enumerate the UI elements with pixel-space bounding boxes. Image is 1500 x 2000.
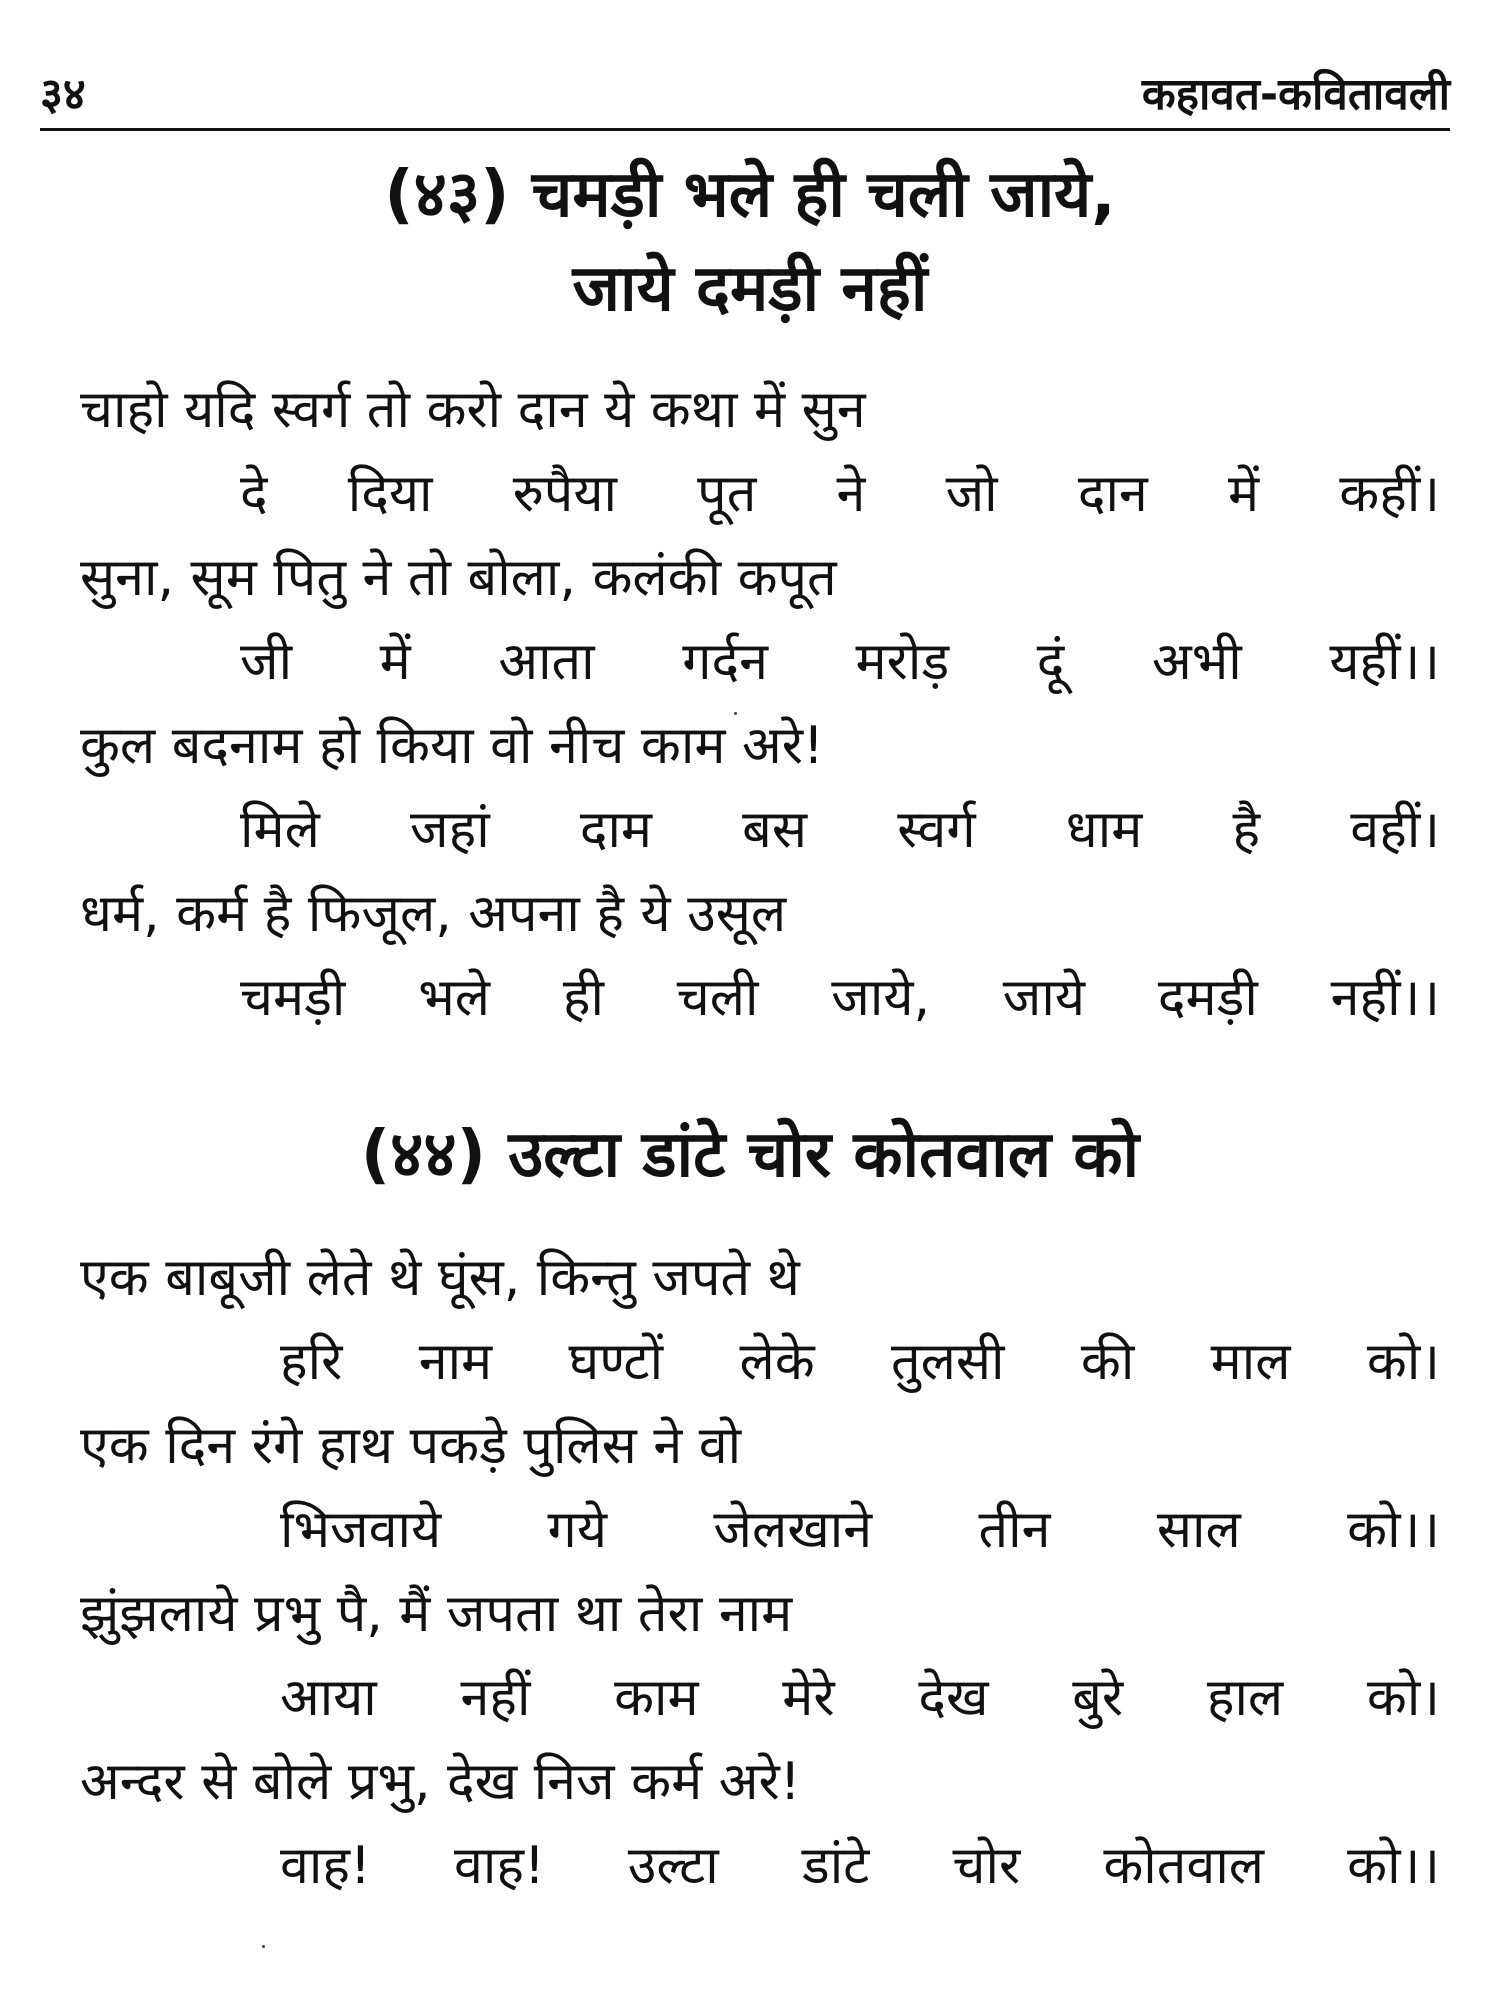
- verse-44: [80, 1236, 1440, 1908]
- heading-line: जाये दमड़ी नहीं: [572, 252, 928, 326]
- verse-line: धर्म, कर्म है फिजूल, अपना है ये उसूल: [80, 884, 787, 944]
- verse-line: कुल बदनाम हो किया वो नीच काम अरे!: [80, 716, 824, 776]
- verse-line: एक बाबूजी लेते थे घूंस, किन्तु जपते थे: [80, 1248, 800, 1308]
- verse-line: चाहो यदि स्वर्ग तो करो दान ये कथा में सुन: [80, 380, 866, 440]
- header-rule: [40, 128, 1450, 131]
- verse-line: मिले जहां दाम बस स्वर्ग धाम है वहीं।: [240, 800, 1440, 860]
- page-header: [40, 60, 1450, 130]
- verse-line: एक दिन रंगे हाथ पकड़े पुलिस ने वो: [80, 1416, 742, 1476]
- section-heading-43: [60, 148, 1440, 336]
- verse-line: चमड़ी भले ही चली जाये, जाये दमड़ी नहीं।।: [240, 968, 1440, 1028]
- section-heading-44: [60, 1108, 1440, 1202]
- page-number: ३४: [40, 69, 86, 120]
- print-speck: [262, 1945, 265, 1948]
- verse-line: भिजवाये गये जेलखाने तीन साल को।।: [280, 1500, 1440, 1560]
- heading-line: (४४) उल्टा डांटे चोर कोतवाल को: [360, 1118, 1140, 1192]
- verse-line: आया नहीं काम मेरे देख बुरे हाल को।: [280, 1668, 1440, 1728]
- verse-line: हरि नाम घण्टों लेके तुलसी की माल को।: [280, 1332, 1440, 1392]
- running-title: कहावत-कवितावली: [1141, 69, 1450, 120]
- heading-line: (४३) चमड़ी भले ही चली जाये,: [384, 158, 1116, 232]
- verse-line: सुना, सूम पितु ने तो बोला, कलंकी कपूत: [80, 548, 837, 608]
- verse-line: वाह! वाह! उल्टा डांटे चोर कोतवाल को।।: [280, 1836, 1440, 1896]
- print-speck: [734, 712, 737, 715]
- verse-43: [80, 368, 1440, 1040]
- verse-line: दे दिया रुपैया पूत ने जो दान में कहीं।: [240, 464, 1440, 524]
- verse-line: अन्दर से बोले प्रभु, देख निज कर्म अरे!: [80, 1752, 801, 1812]
- verse-line: झुंझलाये प्रभु पै, मैं जपता था तेरा नाम: [80, 1584, 793, 1644]
- verse-line: जी में आता गर्दन मरोड़ दूं अभी यहीं।।: [240, 632, 1440, 692]
